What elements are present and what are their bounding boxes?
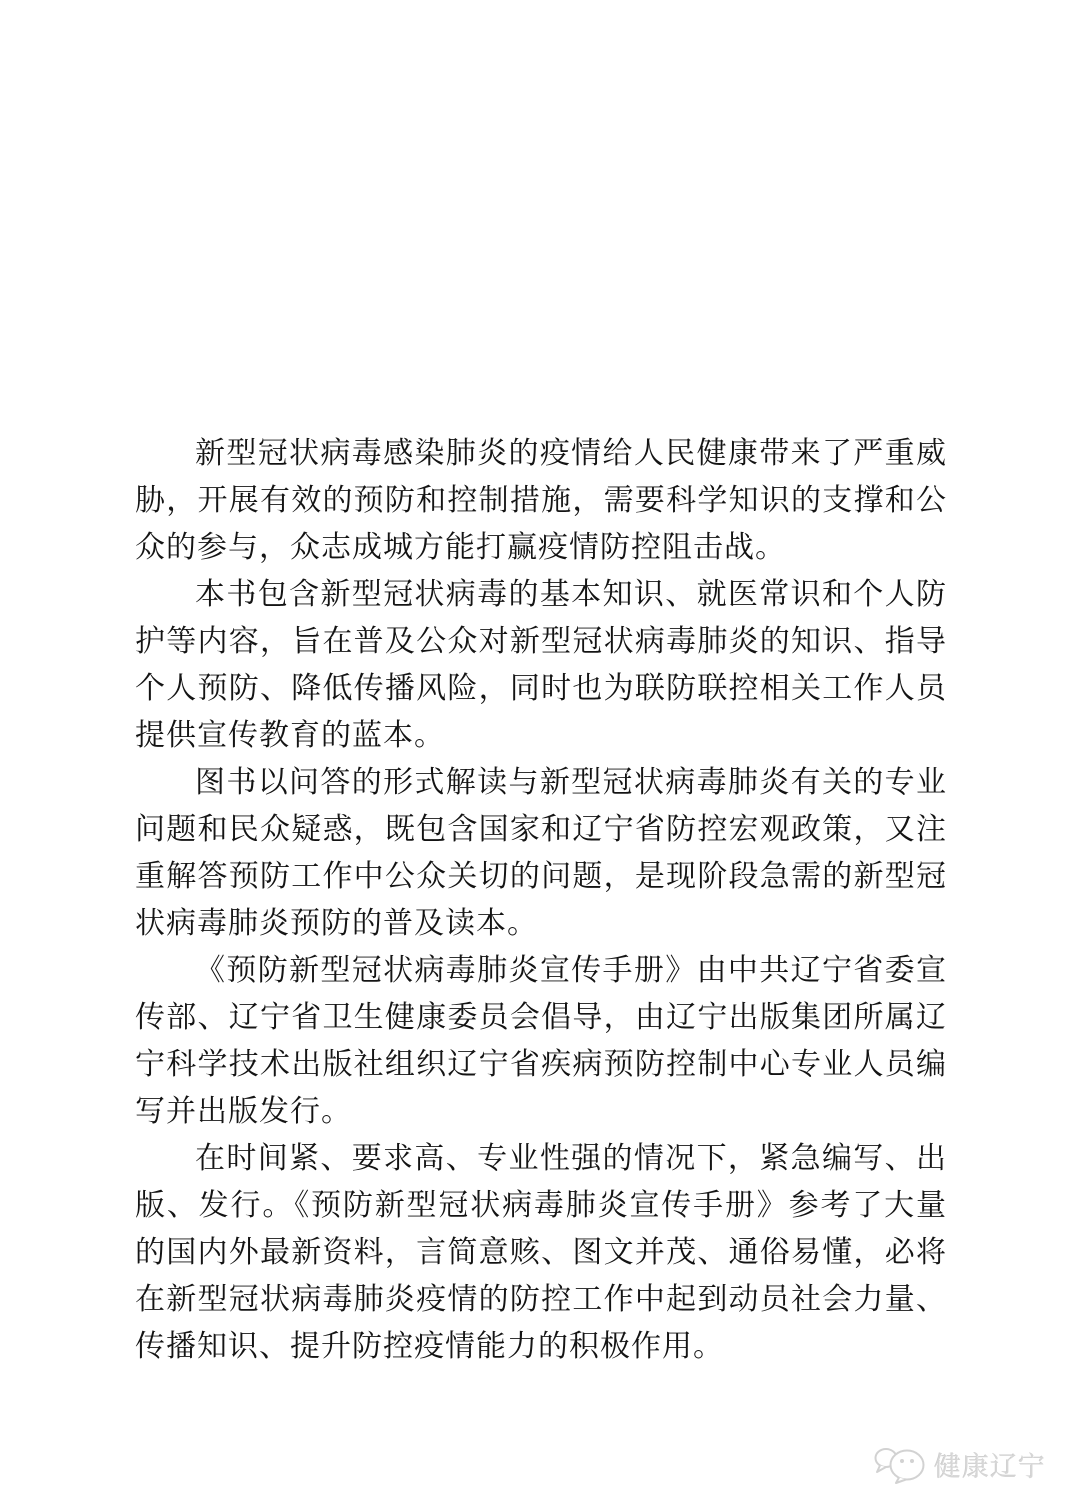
paragraph-3: 图书以问答的形式解读与新型冠状病毒肺炎有关的专业问题和民众疑惑，既包含国家和辽宁省防控宏观政策，又注重解答预防工作中公众关切的问题，是现阶段急需的新型冠状病毒肺炎预防的普及读本。: [135, 766, 947, 940]
paragraph-5: 在时间紧、要求高、专业性强的情况下，紧急编写、出版、发行。《预防新型冠状病毒肺炎宣传手册》参考了大量的国内外最新资料，言简意赅、图文并茂、通俗易懂，必将在新型冠状病毒肺炎疫情的防控工作中起到动员社会力量、传播知识、提升防控疫情能力的积极作用。: [135, 1142, 947, 1363]
paragraph-2: 本书包含新型冠状病毒的基本知识、就医常识和个人防护等内容，旨在普及公众对新型冠状病毒肺炎的知识、指导个人预防、降低传播风险，同时也为联防联控相关工作人员提供宣传教育的蓝本。: [135, 578, 947, 752]
watermark: [873, 1445, 1046, 1484]
wechat-icon: [873, 1446, 929, 1484]
preface-text-block: [135, 430, 947, 1370]
paragraph-1: 新型冠状病毒感染肺炎的疫情给人民健康带来了严重威胁，开展有效的预防和控制措施，需要科学知识的支撑和公众的参与，众志成城方能打赢疫情防控阻击战。: [135, 437, 947, 564]
watermark-label: 健康辽宁: [934, 1452, 1046, 1482]
paragraph-4: 《预防新型冠状病毒肺炎宣传手册》由中共辽宁省委宣传部、辽宁省卫生健康委员会倡导，由辽宁出版集团所属辽宁科学技术出版社组织辽宁省疾病预防控制中心专业人员编写并出版发行。: [135, 954, 947, 1128]
